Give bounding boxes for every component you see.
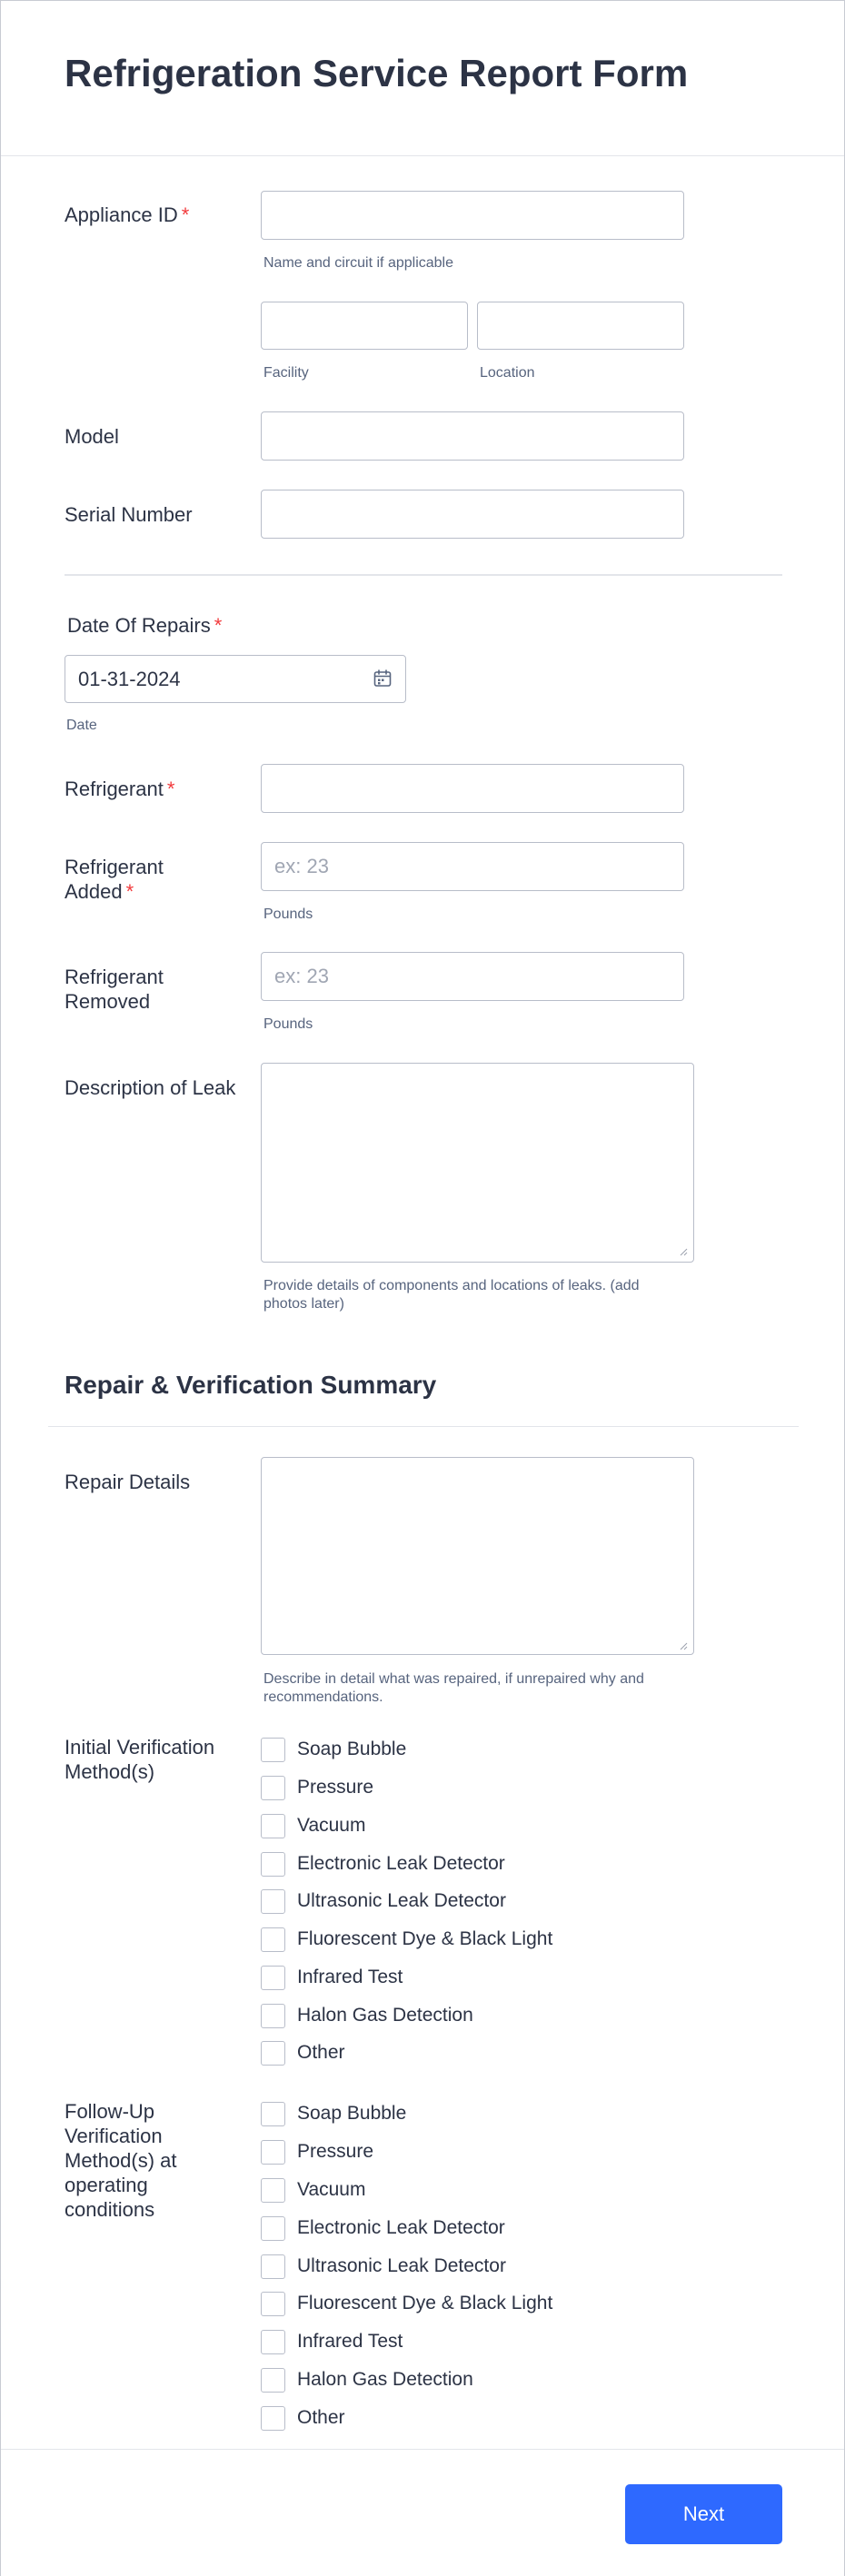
followup-verification-option[interactable] (261, 2101, 406, 2126)
description-sublabel-line1: Provide details of components and locations of leaks. (add (263, 1278, 640, 1293)
followup-verification-label-line2: Verification (65, 2125, 163, 2147)
initial-verification-option[interactable] (261, 1775, 373, 1800)
followup-verification-label-line4: operating (65, 2174, 148, 2196)
initial-verification-option[interactable] (261, 1927, 552, 1952)
followup-verification-option[interactable] (261, 2254, 506, 2279)
appliance-id-sublabel: Name and circuit if applicable (263, 255, 453, 271)
repair-details-sublabel-line1: Describe in detail what was repaired, if unrepaired why and (263, 1671, 644, 1687)
appliance-id-label (65, 203, 189, 227)
checkbox-label: Electronic Leak Detector (297, 1853, 505, 1874)
serial-number-input[interactable] (261, 490, 684, 539)
initial-verification-label (65, 1735, 214, 1784)
required-mark: * (166, 778, 175, 800)
followup-verification-option[interactable] (261, 2139, 373, 2165)
location-sublabel: Location (480, 365, 535, 381)
repair-details-textarea[interactable] (261, 1457, 694, 1655)
description-sublabel-line2: photos later) (263, 1296, 344, 1312)
checkbox[interactable] (261, 2041, 285, 2066)
checkbox[interactable] (261, 2330, 285, 2354)
checkbox[interactable] (261, 1927, 285, 1952)
checkbox-label: Ultrasonic Leak Detector (297, 2255, 506, 2276)
header-divider (1, 155, 844, 156)
initial-verification-option[interactable] (261, 1737, 406, 1762)
location-input[interactable] (477, 302, 684, 350)
refrigerant-added-label-line2: Added (65, 880, 123, 903)
checkbox-label: Fluorescent Dye & Black Light (297, 2293, 553, 2313)
checkbox[interactable] (261, 1852, 285, 1877)
facility-input[interactable] (261, 302, 468, 350)
checkbox[interactable] (261, 2140, 285, 2165)
checkbox[interactable] (261, 2254, 285, 2279)
refrigerant-removed-sublabel: Pounds (263, 1016, 313, 1032)
initial-verification-option[interactable] (261, 1965, 403, 1990)
required-mark: * (214, 614, 223, 637)
checkbox[interactable] (261, 2216, 285, 2241)
required-mark: * (181, 203, 190, 226)
calendar-icon[interactable] (373, 669, 393, 689)
refrigerant-removed-input[interactable] (261, 952, 684, 1001)
checkbox[interactable] (261, 1966, 285, 1990)
followup-verification-option[interactable] (261, 2177, 365, 2203)
next-button[interactable]: Next (625, 2484, 782, 2544)
section-divider (65, 574, 782, 576)
refrigerant-added-label (65, 855, 164, 904)
checkbox-label: Pressure (297, 1777, 374, 1798)
checkbox[interactable] (261, 2178, 285, 2203)
checkbox-label: Infrared Test (297, 2331, 403, 2352)
followup-verification-option[interactable] (261, 2405, 345, 2431)
facility-sublabel: Facility (263, 365, 309, 381)
section-header-divider (48, 1426, 799, 1427)
initial-verification-option[interactable] (261, 1851, 505, 1877)
repair-details-label: Repair Details (65, 1471, 191, 1493)
resize-handle-icon[interactable] (679, 1247, 688, 1256)
required-mark: * (125, 880, 134, 903)
checkbox[interactable] (261, 1889, 285, 1914)
refrigerant-label (65, 777, 174, 801)
description-of-leak-textarea[interactable] (261, 1063, 694, 1263)
refrigerant-added-input[interactable] (261, 842, 684, 891)
checkbox[interactable] (261, 1738, 285, 1762)
date-sublabel: Date (66, 718, 97, 733)
model-input[interactable] (261, 411, 684, 461)
checkbox-label: Fluorescent Dye & Black Light (297, 1928, 553, 1949)
refrigerant-added-sublabel: Pounds (263, 907, 313, 922)
description-of-leak-label: Description of Leak (65, 1076, 236, 1099)
initial-verification-option[interactable] (261, 1813, 365, 1838)
section-title: Repair & Verification Summary (65, 1371, 437, 1399)
date-of-repairs-input[interactable] (65, 655, 406, 703)
checkbox-label: Soap Bubble (297, 2103, 407, 2124)
initial-verification-option[interactable] (261, 2003, 473, 2028)
repair-details-sublabel (263, 1670, 644, 1707)
model-label: Model (65, 425, 119, 448)
followup-verification-option[interactable] (261, 2291, 552, 2316)
checkbox-label: Other (297, 2407, 345, 2428)
checkbox-label: Vacuum (297, 2179, 366, 2200)
checkbox[interactable] (261, 1814, 285, 1838)
refrigerant-input[interactable] (261, 764, 684, 813)
checkbox-label: Other (297, 2042, 345, 2063)
checkbox-label: Ultrasonic Leak Detector (297, 1890, 506, 1911)
refrigerant-added-label-line1: Refrigerant (65, 856, 164, 878)
followup-verification-label-line3: Method(s) at (65, 2149, 177, 2172)
checkbox[interactable] (261, 2004, 285, 2028)
refrigerant-removed-label-line1: Refrigerant (65, 966, 164, 988)
repair-details-sublabel-line2: recommendations. (263, 1689, 383, 1705)
refrigerant-removed-label (65, 965, 164, 1014)
date-of-repairs-label-text: Date Of Repairs (67, 614, 211, 637)
followup-verification-label-line1: Follow-Up (65, 2100, 155, 2123)
appliance-id-label-text: Appliance ID (65, 203, 178, 226)
date-of-repairs-label (67, 613, 222, 638)
footer-divider (1, 2449, 844, 2450)
appliance-id-input[interactable] (261, 191, 684, 240)
initial-verification-label-line2: Method(s) (65, 1760, 155, 1783)
checkbox-label: Halon Gas Detection (297, 2369, 473, 2390)
checkbox[interactable] (261, 2292, 285, 2316)
resize-handle-icon[interactable] (679, 1641, 688, 1650)
followup-verification-option[interactable] (261, 2329, 403, 2354)
checkbox-label: Vacuum (297, 1815, 366, 1836)
initial-verification-option[interactable] (261, 2040, 345, 2066)
initial-verification-label-line1: Initial Verification (65, 1736, 215, 1759)
checkbox-label: Soap Bubble (297, 1739, 407, 1759)
description-of-leak-sublabel (263, 1277, 640, 1313)
checkbox-label: Electronic Leak Detector (297, 2217, 505, 2238)
followup-verification-label-line5: conditions (65, 2198, 155, 2221)
followup-verification-label (65, 2099, 177, 2222)
checkbox-label: Halon Gas Detection (297, 2005, 473, 2026)
refrigerant-label-text: Refrigerant (65, 778, 164, 800)
followup-verification-option[interactable] (261, 2367, 473, 2393)
checkbox-label: Infrared Test (297, 1967, 403, 1987)
initial-verification-option[interactable] (261, 1888, 506, 1914)
checkbox[interactable] (261, 1776, 285, 1800)
form-title: Refrigeration Service Report Form (65, 52, 689, 94)
checkbox[interactable] (261, 2102, 285, 2126)
checkbox-label: Pressure (297, 2141, 374, 2162)
followup-verification-option[interactable] (261, 2215, 505, 2241)
serial-number-label: Serial Number (65, 503, 193, 526)
checkbox[interactable] (261, 2368, 285, 2393)
refrigerant-removed-label-line2: Removed (65, 990, 151, 1013)
checkbox[interactable] (261, 2406, 285, 2431)
